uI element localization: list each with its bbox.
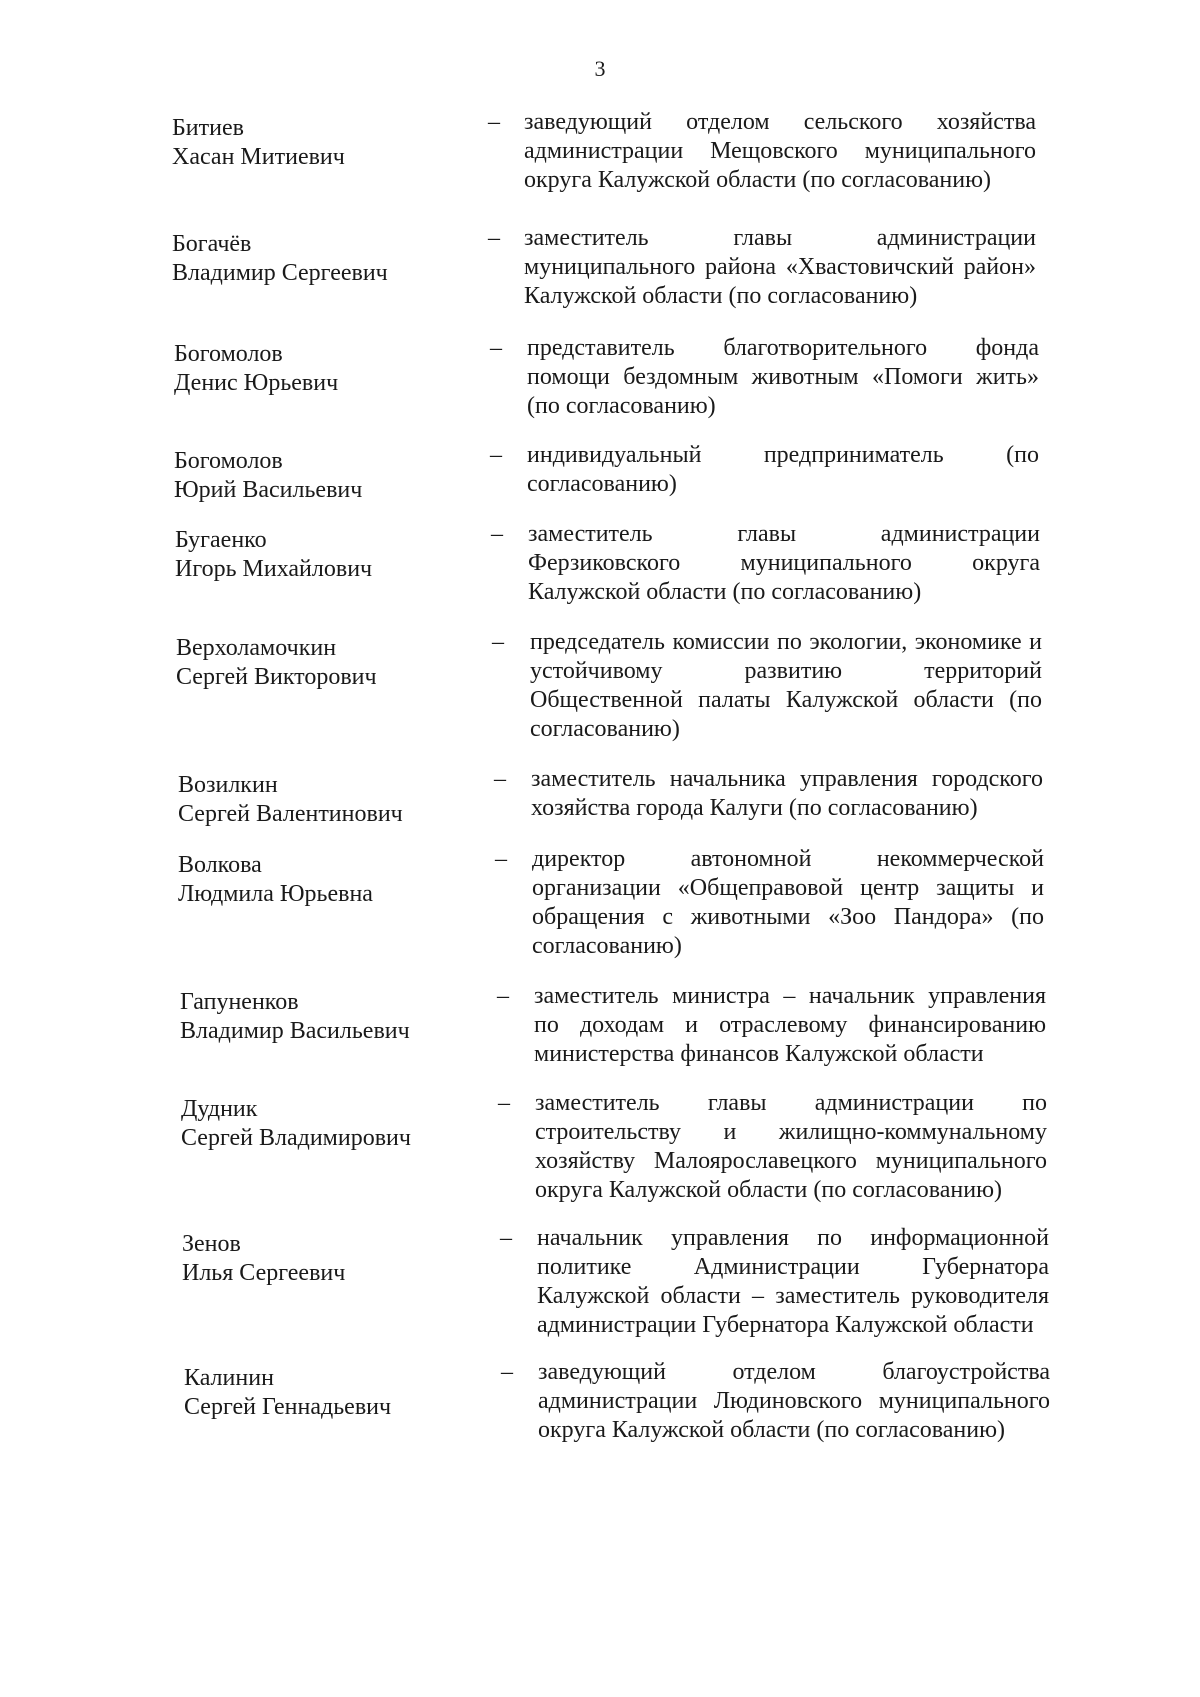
member-position: представитель благотворительного фонда помощи бездомным животным «Помоги жить» (по согласованию) [527, 335, 1039, 419]
member-given-names: Сергей Геннадьевич [184, 1394, 392, 1420]
member-position: заместитель министра – начальник управления по доходам и отраслевому финансированию министерства финансов Калужской области [534, 983, 1046, 1067]
member-entry [0, 1089, 1200, 1209]
member-name [172, 230, 502, 288]
dash-separator: – [494, 766, 506, 792]
member-given-names: Владимир Сергеевич [172, 260, 388, 286]
dash-separator: – [492, 629, 504, 655]
dash-separator: – [488, 225, 500, 251]
member-surname: Зенов [182, 1231, 241, 1257]
member-surname: Возилкин [178, 772, 278, 798]
member-entry [0, 982, 1200, 1102]
member-entry [0, 108, 1200, 228]
member-given-names: Сергей Владимирович [181, 1125, 411, 1151]
dash-separator: – [501, 1359, 513, 1385]
member-name [181, 1095, 511, 1153]
member-given-names: Владимир Васильевич [180, 1018, 410, 1044]
member-surname: Богомолов [174, 448, 283, 474]
member-name [182, 1230, 512, 1288]
member-position: начальник управления по информационной политике Администрации Губернатора Калужской области – заместитель руководителя администрации Губернатора Калужской области [537, 1225, 1049, 1338]
member-given-names: Сергей Викторович [176, 664, 377, 690]
member-surname: Волкова [178, 852, 262, 878]
member-entry [0, 224, 1200, 344]
dash-separator: – [498, 1090, 510, 1116]
dash-separator: – [500, 1225, 512, 1251]
dash-separator: – [491, 521, 503, 547]
member-name [178, 771, 508, 829]
member-surname: Калинин [184, 1365, 274, 1391]
member-surname: Бугаенко [175, 527, 267, 553]
member-position: индивидуальный предприниматель (по согласованию) [527, 442, 1039, 497]
member-entry [0, 1224, 1200, 1344]
member-position: заместитель начальника управления городского хозяйства города Калуги (по согласованию) [531, 766, 1043, 821]
dash-separator: – [490, 442, 502, 468]
member-entry [0, 334, 1200, 454]
member-name [174, 447, 504, 505]
dash-separator: – [488, 109, 500, 135]
dash-separator: – [490, 335, 502, 361]
member-name [172, 114, 502, 172]
member-entry [0, 628, 1200, 748]
member-given-names: Игорь Михайлович [175, 556, 373, 582]
member-position: заведующий отделом сельского хозяйства администрации Мещовского муниципального округа Калужской области (по согласованию) [524, 109, 1036, 193]
dash-separator: – [495, 846, 507, 872]
member-name [180, 988, 510, 1046]
member-position: заместитель главы администрации муниципального района «Хвастовичский район» Калужской области (по согласованию) [524, 225, 1036, 309]
member-name [184, 1364, 514, 1422]
member-given-names: Сергей Валентинович [178, 801, 403, 827]
page-number: 3 [594, 56, 606, 81]
member-given-names: Людмила Юрьевна [178, 881, 373, 907]
member-position: заместитель главы администрации по строительству и жилищно-коммунальному хозяйству Малоярославецкого муниципального округа Калужской области (по согласованию) [535, 1090, 1047, 1203]
member-position: директор автономной некоммерческой организации «Общеправовой центр защиты и обращения с животными «Зоо Пандора» (по согласованию) [532, 846, 1044, 959]
member-surname: Дудник [181, 1096, 258, 1122]
member-name [176, 634, 506, 692]
member-surname: Богомолов [174, 341, 283, 367]
dash-separator: – [497, 983, 509, 1009]
member-surname: Гапуненков [180, 989, 299, 1015]
member-position: заместитель главы администрации Ферзиковского муниципального округа Калужской области (по согласованию) [528, 521, 1040, 605]
member-position: заведующий отделом благоустройства администрации Людиновского муниципального округа Калужской области (по согласованию) [538, 1359, 1050, 1443]
member-entry [0, 520, 1200, 640]
member-name [175, 526, 505, 584]
member-surname: Богачёв [172, 231, 252, 257]
member-surname: Битиев [172, 115, 244, 141]
member-name [178, 851, 508, 909]
member-given-names: Хасан Митиевич [172, 144, 345, 170]
member-position: председатель комиссии по экологии, экономике и устойчивому развитию территорий Общественной палаты Калужской области (по согласованию) [530, 629, 1042, 742]
member-given-names: Илья Сергеевич [182, 1260, 346, 1286]
member-name [174, 340, 504, 398]
member-surname: Верхоламочкин [176, 635, 337, 661]
member-entry [0, 845, 1200, 965]
member-entry [0, 1358, 1200, 1478]
member-given-names: Юрий Васильевич [174, 477, 363, 503]
member-given-names: Денис Юрьевич [174, 370, 339, 396]
